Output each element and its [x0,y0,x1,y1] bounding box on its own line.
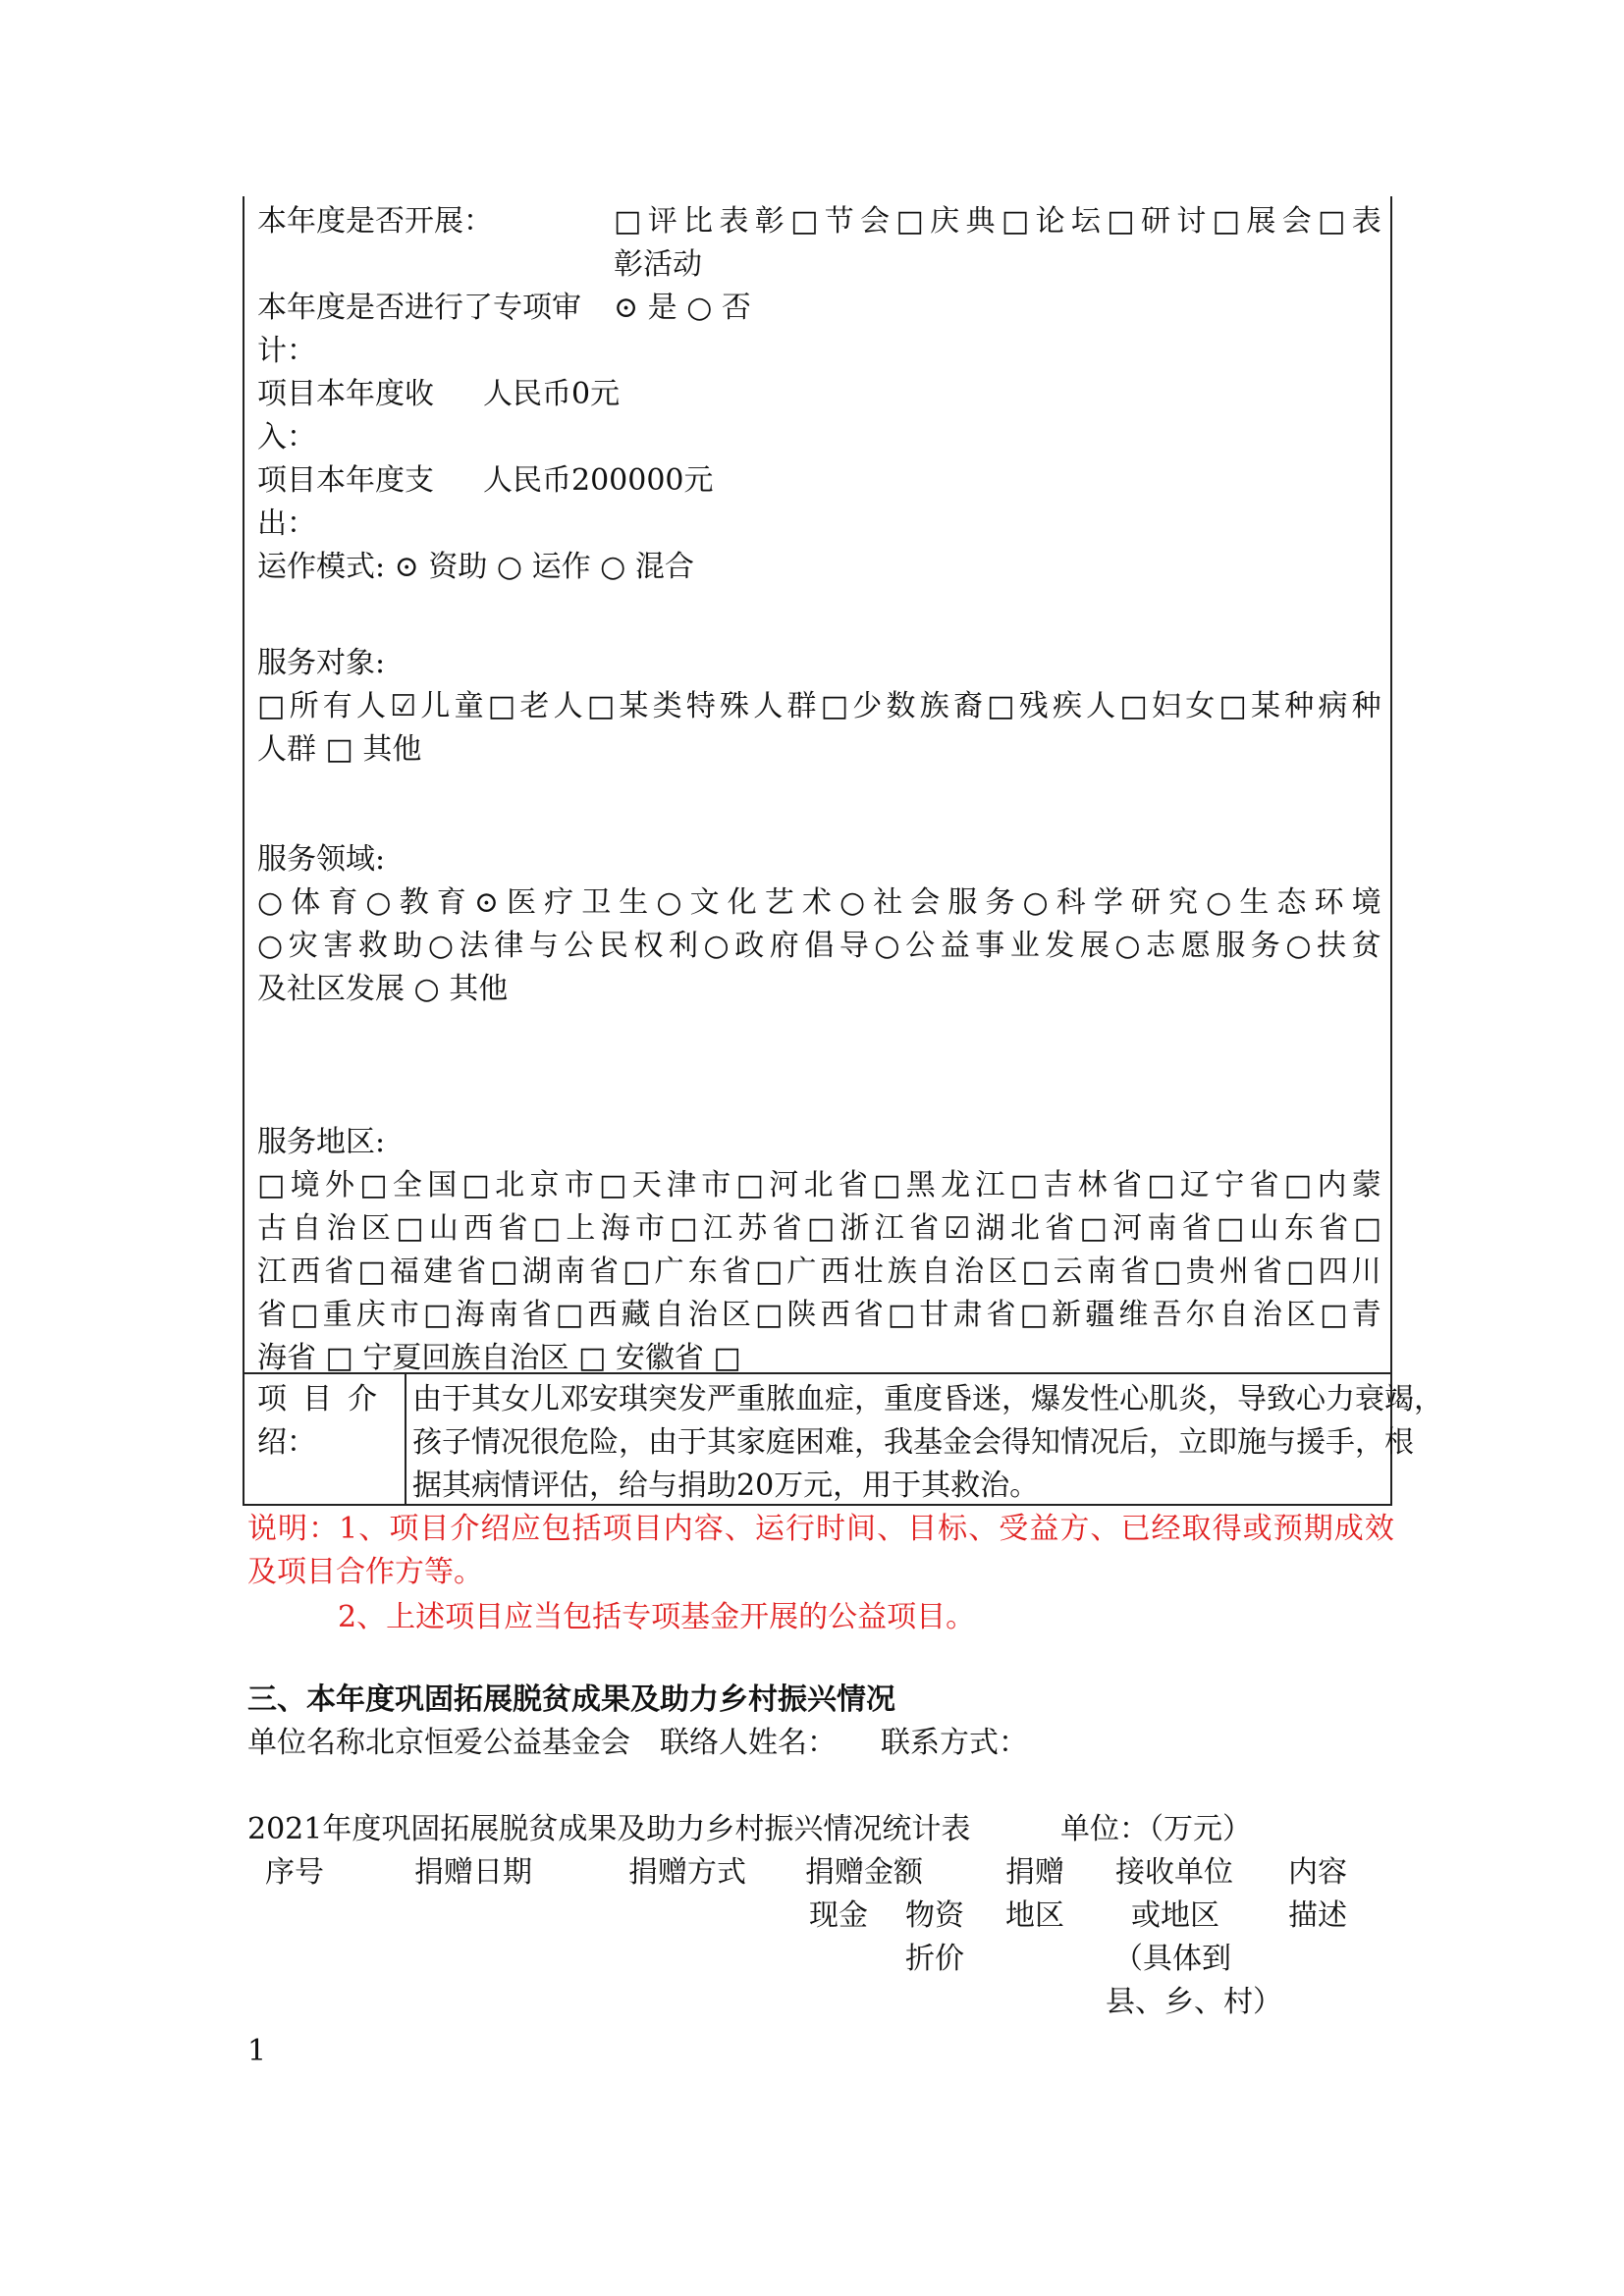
targets-line2: 人群 □ 其他 [257,732,422,767]
income-label: 项目本年度收 [257,377,434,411]
header-desc-cont: 描述 [1288,1898,1347,1933]
intro-line3: 据其病情评估，给与捐助20万元，用于其救治。 [412,1468,1040,1503]
activities-options-line2: 彰活动 [614,247,702,282]
stats-table-unit: 单位：（万元） [1060,1812,1252,1846]
targets-line1: □ 所 有 人 ☑ 儿 童 □ 老 人 □ 某 类 特 殊 人 群 □ 少 数 族 裔 □ 残 疾 人 □ 妇 女 □ 某 种 病 种 [257,689,1381,723]
income-label-cont: 入： [257,420,316,454]
regions-line3: 江 西 省 □ 福 建 省 □ 湖 南 省 □ 广 东 省 □ 广 西 壮 族 自 治 区 □ 云 南 省 □ 贵 州 省 □ 四 川 [257,1255,1381,1289]
header-receiver-cont2: （具体到 [1113,1942,1231,1976]
audit-label: 本年度是否进行了专项审 [257,291,581,325]
fields-label: 服务领域: [257,842,386,877]
regions-line5: 海省 □ 宁夏回族自治区 □ 安徽省 □ [257,1341,741,1375]
regions-label: 服务地区: [257,1125,386,1159]
fields-line3: 及社区发展 ○ 其他 [257,972,509,1006]
header-desc: 内容 [1288,1855,1347,1890]
header-seq: 序号 [265,1855,324,1890]
header-receiver-cont3: 县、乡、村） [1106,1985,1282,2019]
regions-line4: 省 □ 重 庆 市 □ 海 南 省 □ 西 藏 自 治 区 □ 陕 西 省 □ 甘 肃 省 □ 新 疆 维 吾 尔 自 治 区 □ 青 [257,1298,1381,1332]
intro-line1: 由 于 其 女 儿 邓 安 琪 突 发 严 重 脓 血 症 ， 重 度 昏 迷 ， 爆 发 性 心 肌 炎 ， 导 致 心 力 衰 竭 ， [412,1382,1443,1416]
header-area-cont: 地区 [1005,1898,1064,1933]
page-number: 1 [247,2034,267,2068]
expense-label: 项目本年度支 [257,463,434,498]
header-material: 物资 [905,1898,964,1933]
activities-options-line1: □ 评 比 表 彰 □ 节 会 □ 庆 典 □ 论 坛 □ 研 讨 □ 展 会 □ 表 [614,204,1381,239]
fields-line2: ○ 灾 害 救 助 ○ 法 律 与 公 民 权 利 ○ 政 府 倡 导 ○ 公 益 事 业 发 展 ○ 志 愿 服 务 ○ 扶 贫 [257,929,1381,963]
operating-mode: 运作模式: ⊙ 资助 ○ 运作 ○ 混合 [257,550,694,584]
expense-label-cont: 出： [257,507,316,541]
note-1-cont: 及项目合作方等。 [247,1555,483,1589]
note-2: 2、上述项目应当包括专项基金开展的公益项目。 [338,1600,976,1634]
intro-label-cont: 绍： [257,1425,316,1460]
targets-label: 服务对象: [257,646,386,680]
note-1: 说 明 ： 1 、 项 目 介 绍 应 包 括 项 目 内 容 、 运 行 时 间 、 目 标 、 受 益 方 、 已 经 取 得 或 预 期 成 效 [247,1512,1394,1546]
header-area: 捐赠 [1005,1855,1064,1890]
expense-value: 人民币200000元 [483,463,714,498]
section3-heading: 三、本年度巩固拓展脱贫成果及助力乡村振兴情况 [247,1682,895,1717]
audit-label-cont: 计： [257,334,316,368]
stats-table-title: 2021年度巩固拓展脱贫成果及助力乡村振兴情况统计表 [247,1812,971,1846]
intro-divider [405,1372,406,1506]
activities-label: 本年度是否开展： [257,204,493,239]
form-left-border [243,196,244,1506]
fields-line1: ○ 体 育 ○ 教 育 ⊙ 医 疗 卫 生 ○ 文 化 艺 术 ○ 社 会 服 务 ○ 科 学 研 究 ○ 生 态 环 境 [257,885,1381,920]
audit-options: ⊙ 是 ○ 否 [614,291,751,325]
header-method: 捐赠方式 [628,1855,746,1890]
intro-label: 项 目 介 [257,1382,377,1416]
header-amount: 捐赠金额 [805,1855,923,1890]
contact-line: 单位名称北京恒爱公益基金会 联络人姓名： 联系方式： [247,1726,1028,1760]
income-value: 人民币0元 [483,377,621,411]
header-material-cont: 折价 [905,1942,964,1976]
header-cash: 现金 [809,1898,868,1933]
header-receiver-cont: 或地区 [1131,1898,1219,1933]
intro-line2: 孩 子 情 况 很 危 险 ， 由 于 其 家 庭 困 难 ， 我 基 金 会 得 知 情 况 后 ， 立 即 施 与 援 手 ， 根 [412,1425,1414,1460]
regions-line2: 古 自 治 区 □ 山 西 省 □ 上 海 市 □ 江 苏 省 □ 浙 江 省 ☑ 湖 北 省 □ 河 南 省 □ 山 东 省 □ [257,1211,1381,1246]
form-right-border [1390,196,1392,1506]
regions-line1: □ 境 外 □ 全 国 □ 北 京 市 □ 天 津 市 □ 河 北 省 □ 黑 龙 江 □ 吉 林 省 □ 辽 宁 省 □ 内 蒙 [257,1168,1381,1202]
header-receiver: 接收单位 [1115,1855,1233,1890]
header-date: 捐赠日期 [414,1855,532,1890]
